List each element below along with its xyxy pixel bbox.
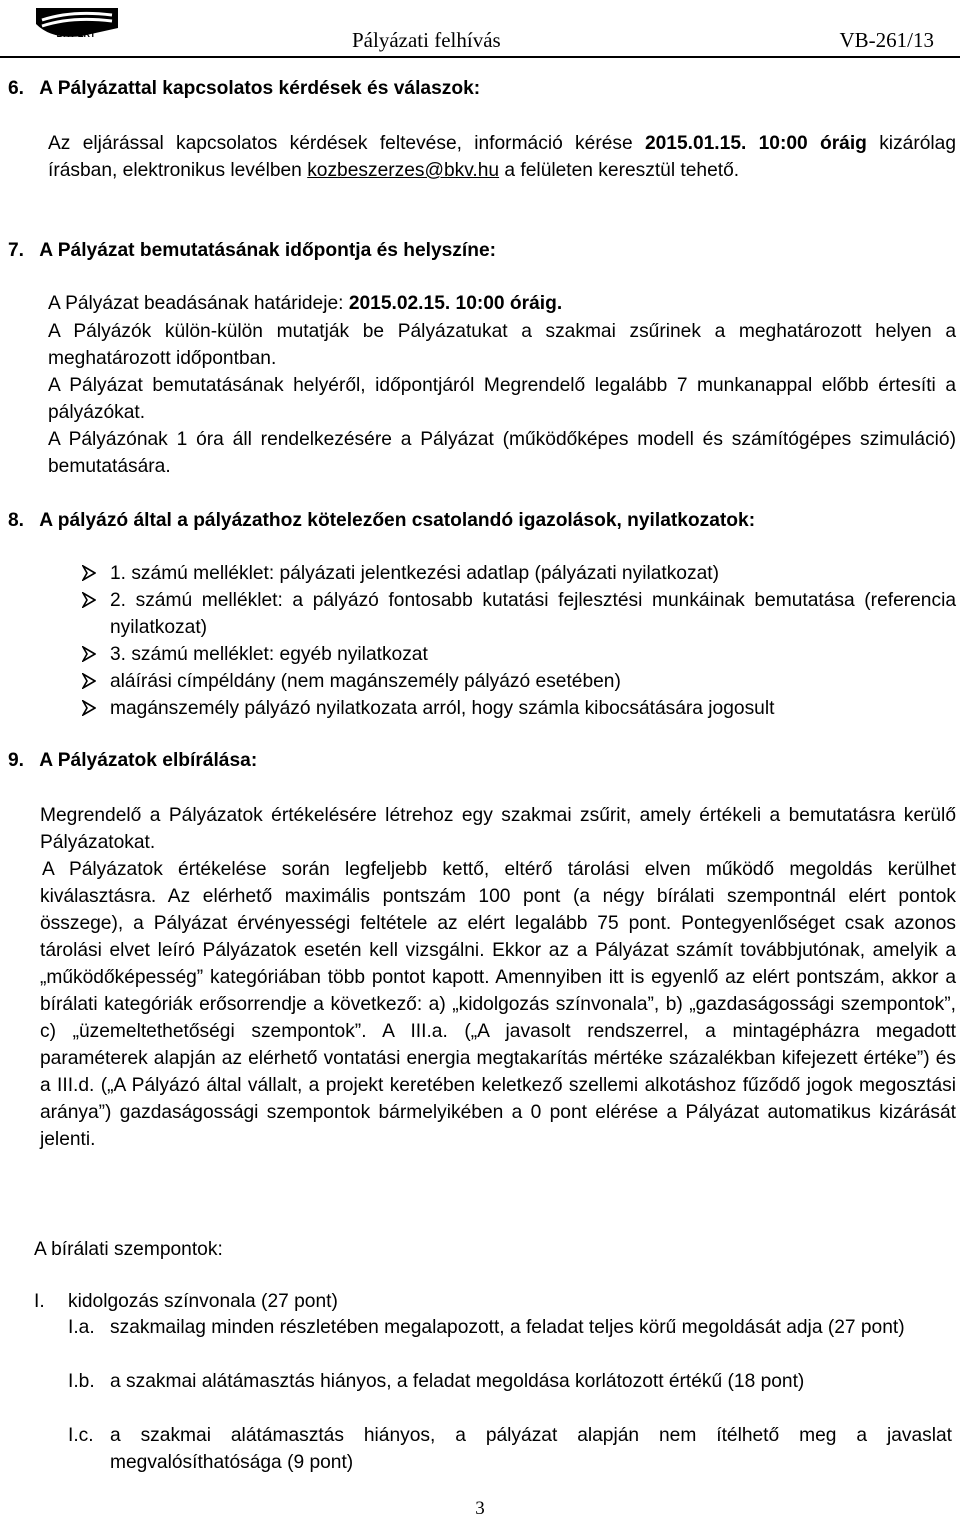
criterion-number: I. [34,1291,45,1312]
section-7-heading: 7. A Pályázat bemutatásának időpontja és helyszíne: [8,240,497,261]
attachment-item: 2. számú melléklet: a pályázó fontosabb kutatási fejlesztési munkáinak bemutatása (referencia nyilatkozat) [110,590,956,638]
subcriterion-number: I.b. [68,1371,95,1392]
text-span: Az eljárással kapcsolatos kérdések feltevése, információ kérése [48,133,645,154]
text-span: a felületen keresztül tehető. [499,160,740,181]
arrow-bullet-icon [82,646,96,662]
svg-text:BKV ZRT: BKV ZRT [56,29,96,39]
attachment-item: 1. számú melléklet: pályázati jelentkezési adatlap (pályázati nyilatkozat) [110,563,719,584]
email-link[interactable]: kozbeszerzes@bkv.hu [307,160,500,181]
arrow-bullet-icon [82,673,96,689]
criterion-title: kidolgozás színvonala (27 pont) [68,1291,338,1312]
section-6-paragraph [48,130,956,184]
subcriterion-text: a szakmai alátámasztás hiányos, a feladat megoldása korlátozott értékű (18 pont) [110,1371,805,1392]
section-9-paragraph-1: Megrendelő a Pályázatok értékelésére létrehoz egy szakmai zsűrit, amely értékeli a bemutatásra kerülő Pályázatokat. [40,805,956,853]
attachment-item: aláírási címpéldány (nem magánszemély pályázó esetében) [110,671,621,692]
subcriterion-text: a szakmai alátámasztás hiányos, a pályázat alapján nem ítélhető meg a javaslat megvalósíthatósága (9 pont) [110,1425,952,1473]
section-7-paragraph-3: A Pályázat bemutatásának helyéről, időpontjáról Megrendelő legalább 7 munkanappal előbb értesíti a pályázókat. [48,375,956,423]
section-7-paragraph-4: A Pályázónak 1 óra áll rendelkezésére a Pályázat (működőképes modell és számítógépes szimuláció) bemutatására. [48,429,956,477]
arrow-bullet-icon [82,592,96,608]
document-code: VB-261/13 [839,28,934,52]
document-title: Pályázati felhívás [352,28,501,52]
section-8-heading: 8. A pályázó által a pályázathoz kötelezően csatolandó igazolások, nyilatkozatok: [8,510,756,531]
section-6-heading: 6. A Pályázattal kapcsolatos kérdések és válaszok: [8,78,481,99]
bkv-logo [32,6,122,42]
subcriterion-number: I.c. [68,1425,94,1446]
header-divider [0,56,960,58]
arrow-bullet-icon [82,700,96,716]
text-span: A Pályázat beadásának határideje: [48,293,349,314]
section-9-heading: 9. A Pályázatok elbírálása: [8,750,258,771]
submission-deadline-line [48,290,956,317]
subcriterion-text: szakmailag minden részletében megalapozott, a feladat teljes körű megoldását adja (27 pont) [110,1317,905,1338]
subcriterion-number: I.a. [68,1317,95,1338]
page-number: 3 [475,1498,485,1519]
section-7-paragraph-2: A Pályázók külön-külön mutatják be Pályázatukat a szakmai zsűrinek a meghatározott helyen a meghatározott időpontban. [48,321,956,369]
attachment-item: 3. számú melléklet: egyéb nyilatkozat [110,644,428,665]
attachment-item: magánszemély pályázó nyilatkozata arról, hogy számla kibocsátására jogosult [110,698,775,719]
arrow-bullet-icon [82,565,96,581]
section-9-paragraph-2: A Pályázatok értékelése során legfeljebb kettő, eltérő tárolási elven működő megoldás kerülhet kiválasztásra. Az elérhető maximális pontszám 100 pont (a négy bírálati szempontnál elért pontok összege), a Pályázat érvényességi feltétele az elért legalább 75 pont. Pontegyenlőséget csak azonos tárolási elvet leíró Pályázatok esetén kell vizsgálni. Ekkor az a Pályázat számít továbbjutónak, amelyik a „működőképesség” kategóriában több pontot kapott. Amennyiben itt is egyenlő az elért pontszám, akkor a bírálati kategóriák erősorrendje a következő: a) „kidolgozás színvonala”, b) „gazdaságossági szempontok”, c) „üzemeltethetőségi szempontok”. A III.a. („A javasolt rendszerrel, a mintagépházra megadott paraméterek alapján az elérhető vontatási energia megtakarítás mértéke százalékban kifejezett értéke”) és a III.d. („A Pályázó által vállalt, a projekt keretében keletkező szellemi alkotáshoz fűződő jogok megosztási aránya”) gazdaságossági szempontok bármelyikében a 0 pont elérése a Pályázat automatikus kizárását jelenti. [40,859,956,1150]
submission-deadline: 2015.02.15. 10:00 óráig. [348,293,563,314]
criteria-label: A bírálati szempontok: [34,1239,223,1260]
question-deadline: 2015.01.15. 10:00 óráig [644,133,867,154]
text-span: kizárólag írásban, elektronikus levélben [48,133,956,181]
